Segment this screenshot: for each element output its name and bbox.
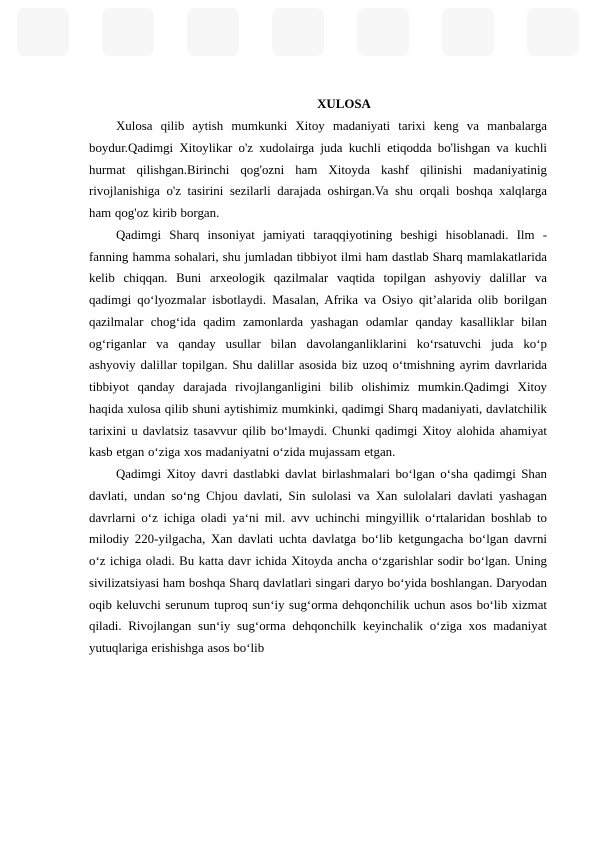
document-body: [89, 94, 547, 660]
watermark-mark: [357, 8, 409, 56]
watermark-mark: [17, 8, 69, 56]
paragraph-3: Qadimgi Xitoy davri dastlabki davlat birlashmalari bo‘lgan o‘sha qadimgi Shan davlati, undan so‘ng Chjou davlati, Sin sulolasi va Xan sulolalari davlati yashagan davrlarni o‘z ichiga oladi ya‘ni mil. avv uchinchi mingyillik o‘rtalaridan boshlab to milodiy 220-yilgacha, Xan davlati uchta davlatga bo‘lib ketgungacha bo‘lgan davrni o‘z ichiga oladi. Bu katta davr ichida Xitoyda ancha o‘zgarishlar sodir bo‘lgan. Uning sivilizatsiyasi ham boshqa Sharq davlatlari singari daryo bo‘yida boshlangan. Daryodan oqib keluvchi serunum tuproq sun‘iy sug‘orma dehqonchilik uchun asos bo‘lib xizmat qiladi. Rivojlangan sun‘iy sug‘orma dehqonchilk keyinchalik o‘ziga xos madaniyat yutuqlariga erishishga asos bo‘lib: [89, 467, 547, 655]
document-title: XULOSA: [317, 97, 371, 111]
watermark-mark: [442, 8, 494, 56]
watermark: [0, 8, 595, 56]
paragraph-2: Qadimgi Sharq insoniyat jamiyati taraqqiyotining beshigi hisoblanadi. Ilm -fanning hamma sohalari, shu jumladan tibbiyot ilmi ham dastlab Sharq mamlakatlarida kelib chiqqan. Buni arxeologik qazilmalar vaqtida topilgan ashyoviy dalillar va qadimgi qo‘lyozmalar isbotlaydi. Masalan, Afrika va Osiyo qit’alarida olib borilgan qazilmalar chog‘ida qadim zamonlarda yashagan odamlar qanday kasalliklar bilan og‘riganlar va qanday usullar bilan davolanganliklarini ko‘rsatuvchi juda ko‘p ashyoviy dalillar topilgan. Shu dalillar asosida biz uzoq o‘tmishning ayrim davrlarida tibbiyot qanday darajada rivojlanganligini bilib olishimiz mumkin.Qadimgi Xitoy haqida xulosa qilib shuni aytishimiz mumkinki, qadimgi Sharq madaniyati, davlatchilik tarixini u davlatsiz tasavvur qilib bo‘lmaydi. Chunki qadimgi Xitoy alohida ahamiyat kasb etgan o‘ziga xos madaniyatni o‘zida mujassam etgan.: [89, 227, 547, 460]
paragraph-1: Xulosa qilib aytish mumkunki Xitoy madaniyati tarixi keng va manbalarga boydur.Qadimgi Xitoylikar o'z xudolairga juda kuchli etiqodda bo'lishgan va kuchli hurmat qilishgan.Birinchi qog'ozni ham Xitoyda kashf qilinishi madaniyatinig rivojlanishiga o'z tasirini sezilarli darajada oshirgan.Va shu orqali boshqa xalqlarga ham qog'oz kirib borgan.: [89, 119, 547, 220]
watermark-mark: [527, 8, 579, 56]
watermark-mark: [187, 8, 239, 56]
watermark-mark: [102, 8, 154, 56]
watermark-mark: [272, 8, 324, 56]
